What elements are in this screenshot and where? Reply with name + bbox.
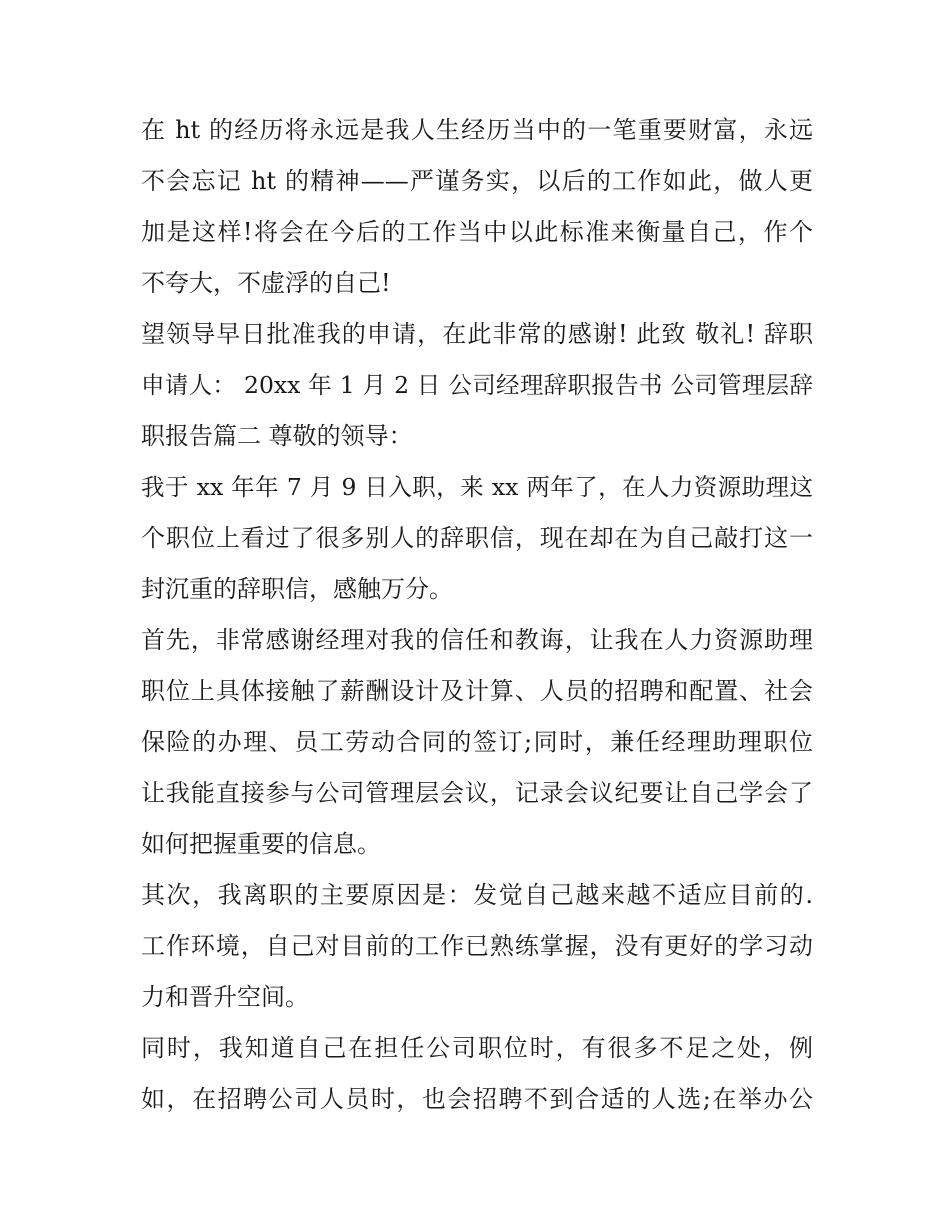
text-line: 保险的办理、员工劳动合同的签订;同时，兼任经理助理职位 [141, 728, 813, 756]
text-line: 不会忘记 ht 的精神——严谨务实，以后的工作如此，做人更 [141, 167, 813, 195]
text-line: 如何把握重要的信息。 [141, 830, 381, 858]
text-line: 力和晋升空间。 [141, 983, 309, 1011]
text-line: 我于 xx 年年 7 月 9 日入职，来 xx 两年了，在人力资源助理这 [141, 473, 813, 501]
text-line: 在 ht 的经历将永远是我人生经历当中的一笔重要财富，永远 [141, 116, 813, 144]
text-line: 封沉重的辞职信，感触万分。 [141, 575, 453, 603]
text-line: 申请人： 20xx 年 1 月 2 日 公司经理辞职报告书 公司管理层辞 [141, 371, 813, 399]
text-line: 个职位上看过了很多别人的辞职信，现在却在为自己敲打这一 [141, 524, 813, 552]
text-line: 加是这样!将会在今后的工作当中以此标准来衡量自己，作个 [141, 218, 813, 246]
text-line: 同时，我知道自己在担任公司职位时，有很多不足之处，例 [141, 1034, 813, 1062]
text-line: 首先，非常感谢经理对我的信任和教诲，让我在人力资源助理 [141, 626, 813, 654]
text-line: 望领导早日批准我的申请，在此非常的感谢! 此致 敬礼! 辞职 [141, 320, 813, 348]
text-line: 其次，我离职的主要原因是：发觉自己越来越不适应目前的. [141, 881, 813, 909]
text-line: 让我能直接参与公司管理层会议，记录会议纪要让自己学会了 [141, 779, 813, 807]
text-line: 职报告篇二 尊敬的领导： [141, 422, 413, 450]
text-line: 不夸大，不虚浮的自己! [141, 269, 391, 297]
text-line: 工作环境，自己对目前的工作已熟练掌握，没有更好的学习动 [141, 932, 813, 960]
text-line: 如，在招聘公司人员时，也会招聘不到合适的人选;在举办公 [141, 1085, 813, 1113]
document-body [141, 105, 813, 1125]
text-line: 职位上具体接触了薪酬设计及计算、人员的招聘和配置、社会 [141, 677, 813, 705]
